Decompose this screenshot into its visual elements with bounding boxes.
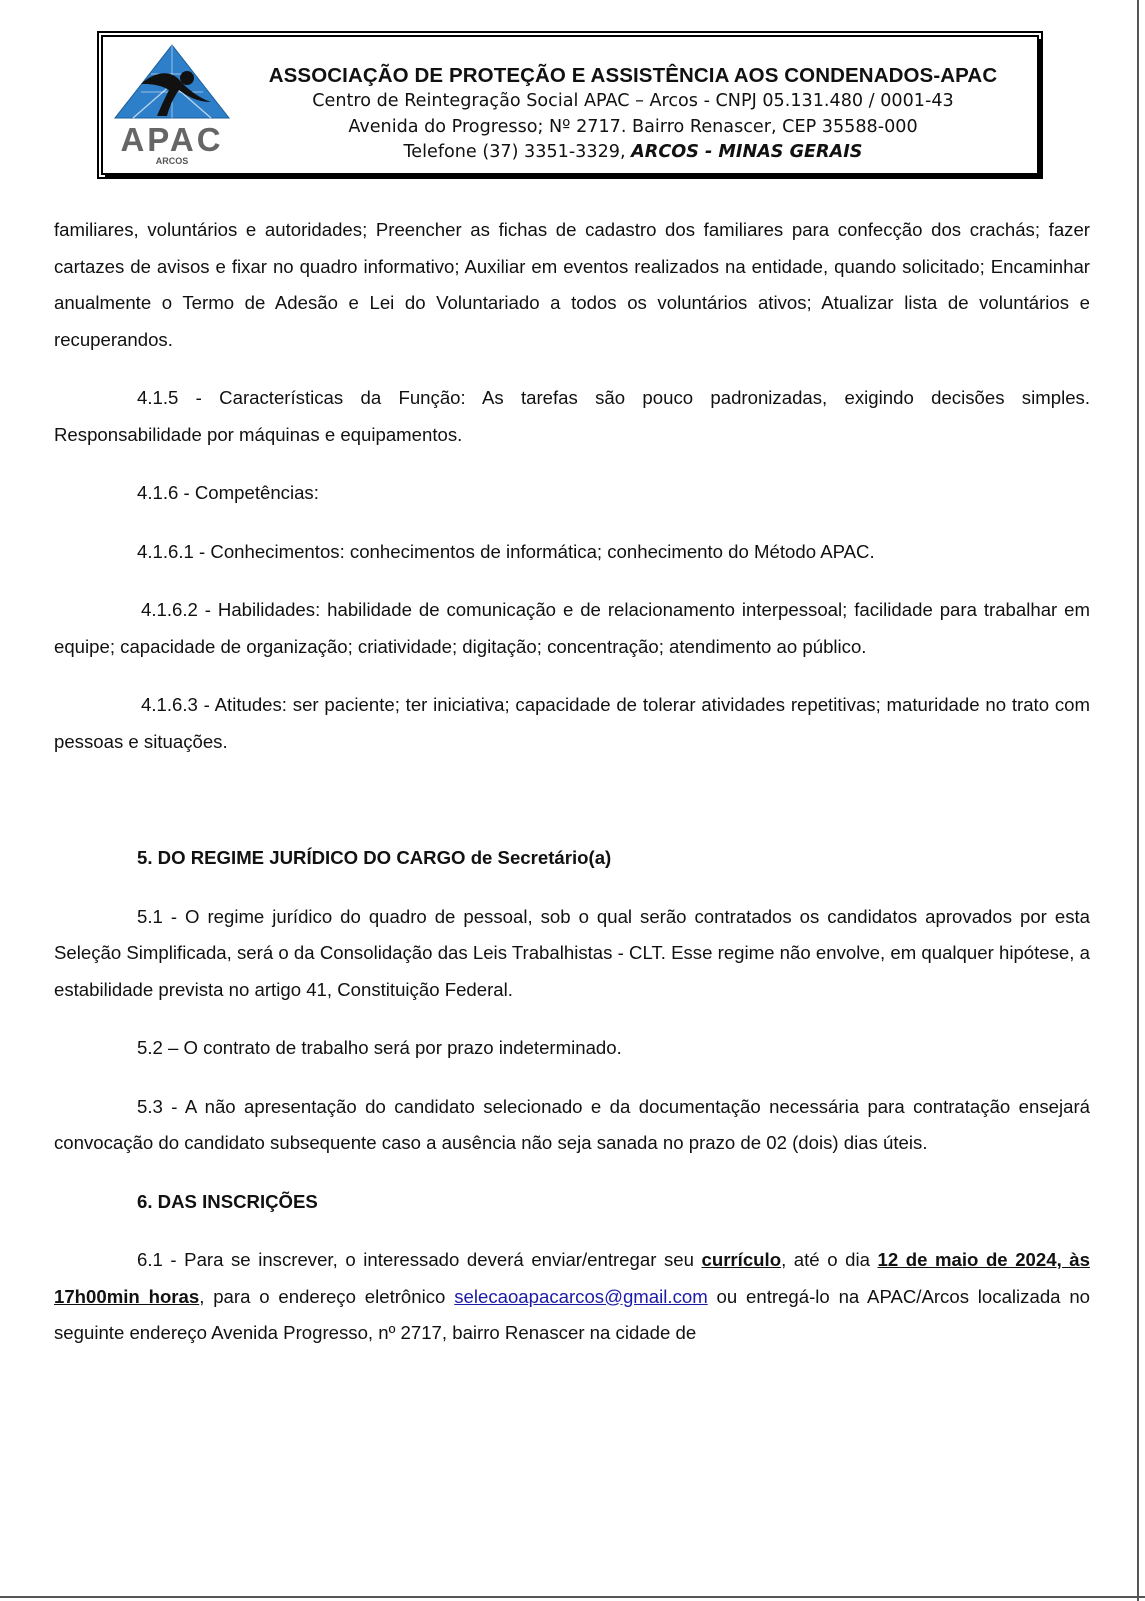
paragraph-4-1-6: 4.1.6 - Competências: (137, 482, 319, 503)
organization-name: ASSOCIAÇÃO DE PROTEÇÃO E ASSISTÊNCIA AOS CONDENADOS-APAC (268, 64, 998, 87)
p61-text-4: ou entregá-lo na APAC/Arcos localizada no seguinte endereço Avenida Progresso, nº 2717, bairro Renascer na cidade de (54, 1285, 1090, 1343)
organization-cnpj: Centro de Reintegração Social APAC – Arcos - CNPJ 05.131.480 / 0001-43 (312, 91, 954, 111)
curriculo-emphasis: currículo (701, 1249, 782, 1270)
p61-text-2: , até o dia (781, 1249, 878, 1270)
spacer (54, 782, 1090, 840)
paragraph-5-3: 5.3 - A não apresentação do candidato selecionado e da documentação necessária para contratação ensejará convocação do candidato subsequente caso a ausência não seja sanada no prazo de 02 (dois) dias úteis. (54, 1095, 1090, 1153)
paragraph-4-1-6-3: 4.1.6.3 - Atitudes: ser paciente; ter iniciativa; capacidade de tolerar atividades repetitivas; maturidade no trato com pessoas e situações. (54, 694, 1090, 752)
paragraph-6-1 (54, 1242, 1090, 1352)
page-edge-right (1137, 0, 1139, 1601)
letterhead-text (223, 63, 1043, 166)
organization-phone (223, 140, 1043, 166)
section-6-heading: 6. DAS INSCRIÇÕES (137, 1190, 318, 1212)
paragraph-intro: familiares, voluntários e autoridades; Preencher as fichas de cadastro dos familiares para confecção dos crachás; fazer cartazes de avisos e fixar no quadro informativo; Auxiliar em eventos realizados na entidade, quando solicitado; Encaminhar anualmente o Termo de Adesão e Lei do Voluntariado a todos os voluntários ativos; Atualizar lista de voluntários e recuperandos. (54, 219, 1090, 350)
deadline-emphasis: 12 de maio de 2024, às 17h00min horas (54, 1249, 1090, 1307)
email-link[interactable]: selecaoapacarcos@gmail.com (454, 1285, 708, 1307)
phone-text: Telefone (37) 3351-3329, (403, 142, 632, 162)
logo-text: APAC (120, 121, 224, 158)
letterhead (101, 35, 1039, 175)
paragraph-4-1-6-1: 4.1.6.1 - Conhecimentos: conhecimentos de informática; conhecimento do Método APAC. (137, 540, 875, 562)
paragraph-5-2: 5.2 – O contrato de trabalho será por prazo indeterminado. (137, 1037, 622, 1058)
document-body (54, 212, 1090, 1374)
paragraph-5-1: 5.1 - O regime jurídico do quadro de pessoal, sob o qual serão contratados os candidatos aprovados por esta Seleção Simplificada, será o da Consolidação das Leis Trabalhistas - CLT. Esse regime não envolve, em qualquer hipótese, a estabilidade prevista no artigo 41, Constituição Federal. (54, 905, 1090, 1000)
paragraph-4-1-5: 4.1.5 - Características da Função: As tarefas são pouco padronizadas, exigindo decisões simples. Responsabilidade por máquinas e equipamentos. (54, 387, 1090, 445)
section-5-heading: 5. DO REGIME JURÍDICO DO CARGO de Secretário(a) (137, 847, 612, 868)
paragraph-4-1-6-2: 4.1.6.2 - Habilidades: habilidade de comunicação e de relacionamento interpessoal; facilidade para trabalhar em equipe; capacidade de organização; criatividade; digitação; concentração; atendimento ao público. (54, 599, 1090, 657)
city-state: ARCOS - MINAS GERAIS (631, 142, 863, 162)
p61-text-3: , para o endereço eletrônico (199, 1285, 455, 1307)
p61-text-1: 6.1 - Para se inscrever, o interessado deverá enviar/entregar seu (137, 1249, 702, 1270)
apac-logo (111, 40, 233, 172)
logo-subtext: ARCOS (155, 156, 189, 166)
page-edge-bottom (0, 1596, 1145, 1598)
organization-address: Avenida do Progresso; Nº 2717. Bairro Renascer, CEP 35588-000 (348, 116, 918, 137)
